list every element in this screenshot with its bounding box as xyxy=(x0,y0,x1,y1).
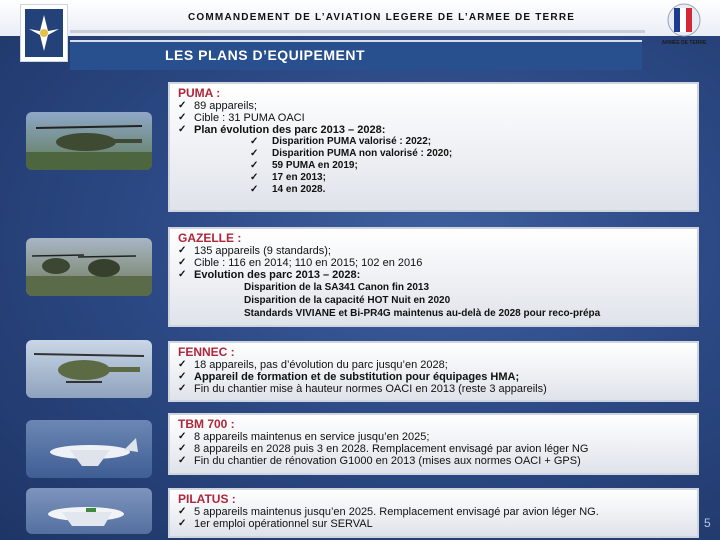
list-item xyxy=(178,100,689,112)
check-icon: ✓ xyxy=(178,506,187,517)
section-title: PILATUS : xyxy=(178,492,236,506)
list-item xyxy=(178,443,689,455)
check-icon: ✓ xyxy=(250,184,259,195)
check-icon: ✓ xyxy=(178,443,187,454)
puma-helicopter-image xyxy=(26,112,152,170)
section-title: TBM 700 : xyxy=(178,417,235,431)
sub-item-text: Disparition PUMA valorisé : 2022; xyxy=(272,136,432,147)
page-number: 5 xyxy=(704,516,711,530)
item-text: 8 appareils maintenus en service jusqu’en 2025; xyxy=(194,431,430,443)
check-icon: ✓ xyxy=(178,383,187,394)
gazelle-helicopter-image xyxy=(26,238,152,296)
sub-item xyxy=(178,148,689,160)
alat-logo xyxy=(20,4,68,62)
note-line: Standards VIVIANE et Bi-PR4G maintenus au-delà de 2028 pour reco-prépa xyxy=(244,308,601,319)
item-text: Cible : 31 PUMA OACI xyxy=(194,112,305,124)
list-item xyxy=(178,112,689,124)
note-line: Disparition de la capacité HOT Nuit en 2020 xyxy=(244,295,451,306)
check-icon: ✓ xyxy=(178,245,187,256)
check-icon: ✓ xyxy=(178,124,187,135)
fennec-helicopter-image xyxy=(26,340,152,398)
header-divider xyxy=(70,30,645,33)
list-item xyxy=(178,518,689,530)
item-text: 1er emploi opérationnel sur SERVAL xyxy=(194,518,373,530)
list-item xyxy=(178,245,689,257)
pilatus-aircraft-image xyxy=(26,488,152,534)
item-text: 18 appareils, pas d’évolution du parc jusqu’en 2028; xyxy=(194,359,448,371)
check-icon: ✓ xyxy=(250,172,259,183)
tbm700-aircraft-image xyxy=(26,420,152,478)
item-text: Plan évolution des parc 2013 – 2028: xyxy=(194,124,386,136)
list-item xyxy=(178,431,689,443)
sub-item xyxy=(178,184,689,196)
sub-item-text: 59 PUMA en 2019; xyxy=(272,160,358,171)
item-text: 89 appareils; xyxy=(194,100,257,112)
sub-item-text: 14 en 2028. xyxy=(272,184,326,195)
item-text: Cible : 116 en 2014; 110 en 2015; 102 en 2016 xyxy=(194,257,423,269)
list-item xyxy=(178,383,689,395)
section-title: FENNEC : xyxy=(178,345,235,359)
armee-de-terre-logo xyxy=(650,2,718,50)
sub-item-text: 17 en 2013; xyxy=(272,172,326,183)
sub-item xyxy=(178,172,689,184)
item-text: Appareil de formation et de substitution pour équipages HMA; xyxy=(194,371,520,383)
slide-title: LES PLANS D’EQUIPEMENT xyxy=(164,47,366,63)
sub-item-text: Disparition PUMA non valorisé : 2020; xyxy=(272,148,453,159)
header-title: COMMANDEMENT DE L’AVIATION LEGERE DE L’ARMEE DE TERRE xyxy=(188,12,576,23)
list-item xyxy=(178,124,689,136)
fennec-panel xyxy=(168,341,699,402)
list-item xyxy=(178,371,689,383)
check-icon: ✓ xyxy=(178,112,187,123)
section-title: PUMA : xyxy=(178,86,221,100)
list-item xyxy=(178,269,689,281)
item-text: Fin du chantier mise à hauteur normes OACI en 2013 (reste 3 appareils) xyxy=(194,383,547,395)
check-icon: ✓ xyxy=(178,431,187,442)
check-icon: ✓ xyxy=(178,100,187,111)
logo-right-text: ARMÉE DE TERRE xyxy=(661,40,707,46)
list-item xyxy=(178,257,689,269)
check-icon: ✓ xyxy=(178,371,187,382)
check-icon: ✓ xyxy=(178,518,187,529)
item-text: 5 appareils maintenus jusqu’en 2025. Remplacement envisagé par avion léger NG. xyxy=(194,506,599,518)
item-text: Fin du chantier de rénovation G1000 en 2013 (mises aux normes OACI + GPS) xyxy=(194,455,581,467)
sub-item xyxy=(178,160,689,172)
tbm700-panel xyxy=(168,413,699,475)
slide-title-bar xyxy=(70,40,642,70)
check-icon: ✓ xyxy=(250,136,259,147)
list-item xyxy=(178,455,689,467)
check-icon: ✓ xyxy=(178,269,187,280)
section-title: GAZELLE : xyxy=(178,231,242,245)
item-text: 8 appareils en 2028 puis 3 en 2028. Remplacement envisagé par avion léger NG xyxy=(194,443,589,455)
check-icon: ✓ xyxy=(178,455,187,466)
item-text: 135 appareils (9 standards); xyxy=(194,245,331,257)
item-text: Evolution des parc 2013 – 2028: xyxy=(194,269,361,281)
check-icon: ✓ xyxy=(250,148,259,159)
check-icon: ✓ xyxy=(178,257,187,268)
sub-item xyxy=(178,136,689,148)
check-icon: ✓ xyxy=(250,160,259,171)
pilatus-panel xyxy=(168,488,699,538)
list-item xyxy=(178,359,689,371)
puma-panel xyxy=(168,82,699,212)
note-line: Disparition de la SA341 Canon fin 2013 xyxy=(244,282,430,293)
list-item xyxy=(178,506,689,518)
gazelle-panel xyxy=(168,227,699,327)
check-icon: ✓ xyxy=(178,359,187,370)
